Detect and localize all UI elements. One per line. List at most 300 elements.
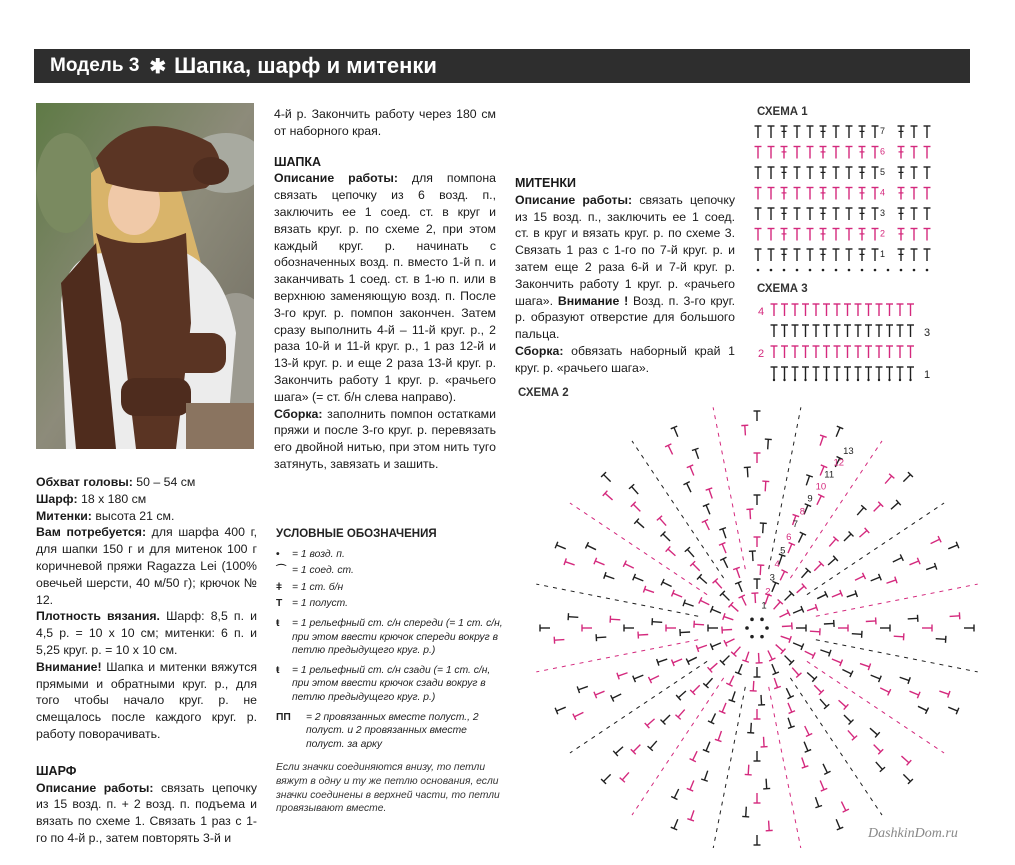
chain-ray [570,661,707,753]
stitch-stem [705,521,709,530]
stitch-stem [847,594,856,597]
stitch-stem [633,745,640,752]
stitch-stem [650,676,659,680]
stitch-stem [786,688,790,697]
stitch-stem [810,631,820,632]
chain-dot [750,618,754,622]
stitch-symbol [803,648,815,659]
chain-dot [757,269,760,272]
stitch-symbol [690,750,701,762]
stitch-symbol [666,625,676,632]
stitch-symbol [792,640,804,650]
stitch-stem [734,647,741,654]
stitch-symbol [719,543,729,555]
stitch-stem [804,742,808,751]
stitch-stem [871,675,880,679]
spec-attention: Внимание! Шапка и митенки вяжутся прямыми и обратными круг. р., для того чтобы начало круг. р. не смещалось после каждого круг. р. работу поворачивать. [36,659,257,741]
stitch-stem [706,742,710,751]
stitch-symbol [749,551,757,561]
stitch-stem [604,475,611,482]
stitch-symbol [657,516,669,528]
stitch-symbol [610,616,620,624]
chain-dot [783,379,785,381]
stitch-symbol [816,591,828,602]
stitch-stem [565,562,574,565]
stitch-symbol [922,625,932,632]
stitch-symbol [754,453,761,463]
stitch-symbol [845,728,857,740]
stitch-stem [903,774,910,781]
chain-ray [816,640,978,672]
stitch-symbol [841,666,853,677]
stitch-stem [587,545,596,549]
decrease-group-icon: ΠΠ [276,711,291,723]
stitch-symbol [733,567,743,579]
stitch-stem [625,564,634,568]
stitch-stem [885,476,892,483]
stitch-symbol [751,593,759,603]
stitch-symbol [925,563,937,573]
stitch-symbol [601,772,613,784]
chain-ray [713,407,745,569]
stitch-stem [844,534,851,541]
stitch-symbol [620,770,632,782]
hat-text: Описание работы: для помпона связать цепочку из 6 возд. п., заключить ее 1 соед. ст. в круг и вязать круг. р. по схеме 2, при этом каждый круг. р. начинать с обозначенных возд. п. вместо 1-й п. и заканчивать 1 соед. ст. в 1-ю п. или в верхнюю заменяющую возд. п. После 3-го круг. р. помпон закончен. Затем сразу выполнить 4-й – 11-й круг. р., 2 раза 10-й и 11-й круг. р., 1 раз 12-й и 13-й круг. р. и еще 2 раза 13-й круг. р. Закончить работу 1 круг. р. «рачьего шага» (= ст. б/н слева направо). [274,171,496,404]
stitch-stem [699,577,706,584]
stitch-symbol [869,574,881,584]
stitch-symbol [891,554,903,565]
scheme2-label: СХЕМА 2 [518,387,569,399]
stitch-symbol [782,591,794,603]
stitch-symbol [755,653,763,663]
stitch-symbol [885,577,897,587]
stitch-symbol [671,818,681,830]
specs-column [36,474,257,847]
stitch-stem [768,651,772,660]
row-number: 1 [924,369,931,381]
stitch-symbol [879,685,891,696]
stitch-stem [780,613,789,617]
stitch-symbol [801,740,811,752]
legend-note: Если значки соединяются внизу, то петли вяжут в одну и ту же петлю основания, если значки соединены в верхней части, то петли провязывают вместе. [276,762,500,815]
stitch-symbol [908,688,920,698]
stitch-symbol [594,688,606,698]
stitch-symbol [631,742,643,754]
back-post-icon: ŧ [276,664,280,676]
stitch-symbol [715,730,725,742]
scheme3-label: СХЕМА 3 [757,283,808,295]
stitch-stem [658,659,667,662]
stitch-stem [814,685,821,692]
stitch-stem [793,609,802,613]
model-photo [36,103,254,449]
round-number: 8 [799,506,806,518]
chain-dot [770,269,773,272]
stitch-stem [871,577,880,581]
stitch-symbol [836,698,848,710]
scheme2-diagram [520,398,990,848]
stitch-stem [788,718,791,727]
stitch-stem [859,530,866,537]
hat-assembly: Сборка: заполнить помпон остатками пряжи и после 3-го круг. р. перевязать его двойной нитью, при этом нить туго затянуть, завязать и зашить. [274,406,496,471]
chain-dot [888,379,890,381]
chain-ray [570,503,707,595]
stitch-stem [726,639,735,643]
stitch-symbol [582,625,592,632]
stitch-stem [909,561,918,565]
stitch-symbol [765,649,776,661]
stitch-symbol [754,411,761,421]
stitch-stem [706,505,710,514]
legend [276,528,504,816]
spec-scarf: Шарф: 18 х 180 см [36,491,147,506]
stitch-stem [792,668,799,675]
stitch-symbol [754,537,761,547]
stitch-stem [673,593,682,597]
stitch-stem [695,449,698,458]
row-number: 3 [880,208,886,218]
stitch-stem [738,583,742,592]
stitch-symbol [729,602,741,614]
stitch-symbol [838,800,849,812]
stitch-stem [738,664,742,673]
stitch-symbol [754,667,761,677]
stitch-stem [693,751,697,760]
stitch-stem [747,467,748,477]
stitch-stem [785,656,792,663]
row-number: 4 [758,306,765,318]
stitch-symbol [785,717,795,729]
stitch-stem [823,764,827,773]
stitch-stem [876,762,883,769]
stitch-symbol [690,561,702,573]
stitch-symbol [720,653,732,665]
spec-mitts: Митенки: высота 21 см. [36,508,175,523]
stitch-stem [637,521,644,528]
chain-dot [857,379,859,381]
slip-stitch-icon: ⌒ [276,565,287,577]
stitch-stem [595,691,604,695]
stitch-symbol [799,568,811,580]
stitch-symbol [824,620,834,628]
stitch-stem [817,496,821,505]
stitch-symbol [638,631,648,639]
stitch-symbol [806,604,818,614]
chain-dot [861,269,864,272]
stitch-symbol [652,618,662,626]
stitch-symbol [660,531,672,543]
stitch-symbol [666,546,678,558]
stitch-stem [805,651,814,655]
stitch-symbol [742,651,752,663]
stitch-stem [595,561,604,565]
stitch-stem [820,699,827,706]
stitch-symbol [648,673,660,684]
stitch-stem [724,617,733,620]
stitch-symbol [726,674,737,686]
chain-dot [846,379,848,381]
chain-dot [867,379,869,381]
stitch-symbol [750,681,758,691]
stitch-symbol [601,472,613,484]
stitch-symbol [745,765,753,775]
stitch-stem [801,570,808,577]
stitch-stem [697,645,706,648]
stitch-symbol [805,670,817,682]
stitch-symbol [901,772,913,784]
stitch-symbol [814,494,825,506]
stitch-stem [903,475,910,482]
stitch-symbol [661,579,673,590]
stitch-symbol [645,716,657,728]
stitch-stem [893,558,902,562]
legend-item: T = 1 полуст. [276,598,348,610]
stitch-symbol [594,558,606,568]
stitch-stem [763,523,764,533]
stitch-stem [926,566,935,569]
stitch-stem [634,577,643,581]
stitch-symbol [949,612,959,620]
chain-dot [848,269,851,272]
legend-item: ŧ = 1 рельефный ст. с/н сзади (= 1 ст. с/н, при этом ввести крючок сзади вокруг в петлю предыдущего круг. р.) [276,664,491,703]
model-number: Модель 3 [50,55,140,76]
chain-dot [773,379,775,381]
chain-dot [760,635,764,639]
legend-item: • = 1 возд. п. [276,548,345,560]
chain-dot [913,269,916,272]
stitch-stem [764,737,765,747]
stitch-symbol [794,584,806,596]
chain-ray [632,441,724,578]
stitch-stem [732,691,735,700]
stitch-symbol [871,742,883,754]
stitch-symbol [938,688,950,698]
stitch-stem [918,706,927,710]
stitch-symbol [894,633,904,641]
stitch-stem [948,545,957,549]
mitts-text: Описание работы: связать цепочку из 15 возд. п., заключить ее 1 соед. ст. в круг и вязать круг. р. по схеме 3. Связать 1 раз с 1-го по 7-й круг. р. и затем еще 2 раза 6-й и 7-й круг. р. Закончить работу 1 круг. р. «рачьего шага». Внимание ! Возд. п. 3-го круг. р. образуют отверстие для большого пальца. [515,192,735,342]
scheme1-diagram [752,120,948,275]
stitch-stem [610,619,620,620]
stitch-symbol [899,753,911,765]
stitch-stem [645,589,654,592]
stitch-symbol [604,572,616,582]
stitch-stem [842,670,851,674]
stitch-symbol [771,600,783,612]
stitch-symbol [795,532,806,544]
stitch-stem [939,691,948,694]
front-post-icon: ŧ [276,617,280,629]
row-number: 5 [880,167,886,177]
stitch-symbol [785,702,795,714]
stitch-symbol [719,528,729,540]
stitch-symbol [812,561,824,573]
title-bar [34,49,970,83]
stitch-stem [678,710,685,717]
stitch-symbol [964,625,974,632]
stitch-symbol [782,622,792,630]
stitch-symbol [703,676,715,688]
stitch-symbol [699,597,711,608]
stitch-symbol [947,542,959,552]
legend-heading: УСЛОВНЫЕ ОБОЗНАЧЕНИЯ [276,528,437,540]
stitch-stem [578,686,587,689]
stitch-symbol [780,633,792,643]
stitch-stem [634,675,643,679]
scarf-heading: ШАРФ [36,763,77,778]
legend-item: ⌒ = 1 соед. ст. [276,565,354,577]
stitch-stem [605,493,612,500]
stitch-stem [857,508,864,515]
legend-item: ΠΠ = 2 провязанных вместе полуст., 2 полуст. и 2 провязанных вместе полуст. за арку [276,711,479,750]
chain-dot [825,379,827,381]
stitch-symbol [833,426,843,438]
stitch-symbol [783,687,794,699]
spec-head: Обхват головы: 50 – 54 см [36,475,196,489]
stitch-stem [746,652,749,661]
stitch-symbol [819,647,831,657]
round-number: 6 [786,532,792,544]
stitch-stem [782,626,792,627]
stitch-symbol [899,674,911,684]
stitch-stem [691,810,694,819]
stitch-symbol [833,818,843,830]
stitch-stem [694,624,704,625]
chain-dot [783,269,786,272]
stitch-symbol [855,505,867,517]
stitch-symbol [634,519,646,531]
stitch-symbol [675,707,687,719]
stitch-stem [693,564,700,571]
chain-dot [909,379,911,381]
stitch-symbol [687,779,697,791]
stitch-symbol [889,500,901,512]
stitch-stem [807,672,814,679]
stitch-symbol [754,751,761,761]
stitch-symbol [754,495,761,505]
chain-dot [809,269,812,272]
stitch-symbol [723,613,735,623]
row-number: 7 [880,126,886,136]
stitch-symbol [703,504,713,516]
stitch-stem [797,586,804,593]
stitch-stem [673,659,682,663]
stitch-stem [711,713,715,722]
round-number: 9 [807,493,813,505]
stitch-stem [709,489,712,498]
stitch-stem [781,636,790,639]
stitch-stem [839,700,846,707]
stitch-symbol [742,807,750,817]
stitch-stem [674,427,678,436]
stitch-symbol [936,635,946,643]
stitch-symbol [603,491,615,503]
stitch-stem [760,565,761,575]
chain-dot [926,269,929,272]
stitch-stem [752,551,753,561]
row-number: 4 [880,187,886,198]
stitch-stem [844,715,851,722]
chain-dot [796,269,799,272]
stitch-symbol [790,665,802,677]
stitch-stem [688,657,697,661]
stitch-stem [618,673,627,676]
stitch-stem [774,602,781,609]
stitch-symbol [596,634,606,642]
stitch-symbol [696,642,708,652]
stitch-stem [556,545,565,549]
stitch-stem [832,659,841,663]
mitts-column [515,106,735,377]
chain-ray [807,661,944,753]
stitch-symbol [672,656,684,666]
stitch-symbol [916,703,928,714]
stitch-symbol [703,740,713,752]
stitch-symbol [729,690,739,702]
stitch-stem [659,518,666,525]
star-icon: ✱ [149,55,167,78]
chain-dot [887,269,890,272]
stitch-stem [829,539,836,546]
stitch-symbol [827,537,839,549]
spec-gauge: Плотность вязания. Шарф: 8,5 п. и 4,5 р. = 10 х 10 см; митенки: 6 п. и 5,25 круг. р. = 10 х 10 см. [36,609,257,657]
stitch-stem [622,772,629,779]
round-number: 4 [774,559,780,570]
chain-icon: • [276,548,280,560]
stitch-symbol [947,704,959,714]
stitch-symbol [754,793,761,803]
stitch-stem [815,797,818,806]
stitch-stem [678,691,685,698]
stitch-symbol [708,712,719,724]
scheme1-label: СХЕМА 1 [757,106,808,118]
round-number: 13 [843,446,854,458]
stitch-stem [769,821,770,831]
chain-ray [769,687,801,848]
stitch-symbol [810,628,820,636]
stitch-symbol [873,760,885,772]
stitch-stem [710,663,717,670]
stitch-symbol [871,502,883,514]
stitch-stem [900,677,909,680]
stitch-symbol [690,683,702,695]
chain-dot [804,379,806,381]
stitch-stem [712,643,721,647]
stitch-stem [805,726,809,735]
stitch-symbol [577,683,589,693]
stitch-stem [774,678,777,687]
stitch-symbol [764,439,772,449]
stitch-symbol [817,435,827,447]
stitch-symbol [708,661,720,673]
legend-item: ŧ = 1 рельефный ст. с/н спереди (= 1 ст. с/н, при этом ввести крючок спереди вокруг в петлю предыдущего круг. р.) [276,617,503,657]
stitch-stem [605,575,614,578]
stitch-stem [633,504,640,511]
stitch-symbol [831,656,843,666]
stitch-symbol [769,663,779,675]
stitch-symbol [741,425,749,435]
stitch-symbol [680,629,690,637]
stitch-symbol [869,672,881,682]
stitch-stem [687,549,694,556]
round-number: 12 [833,457,845,469]
stitch-symbol [683,600,695,610]
stitch-stem [684,603,693,606]
stitch-symbol [687,465,697,477]
stitch-stem [632,487,639,494]
stitch-symbol [817,697,829,709]
stitch-symbol [754,835,761,845]
